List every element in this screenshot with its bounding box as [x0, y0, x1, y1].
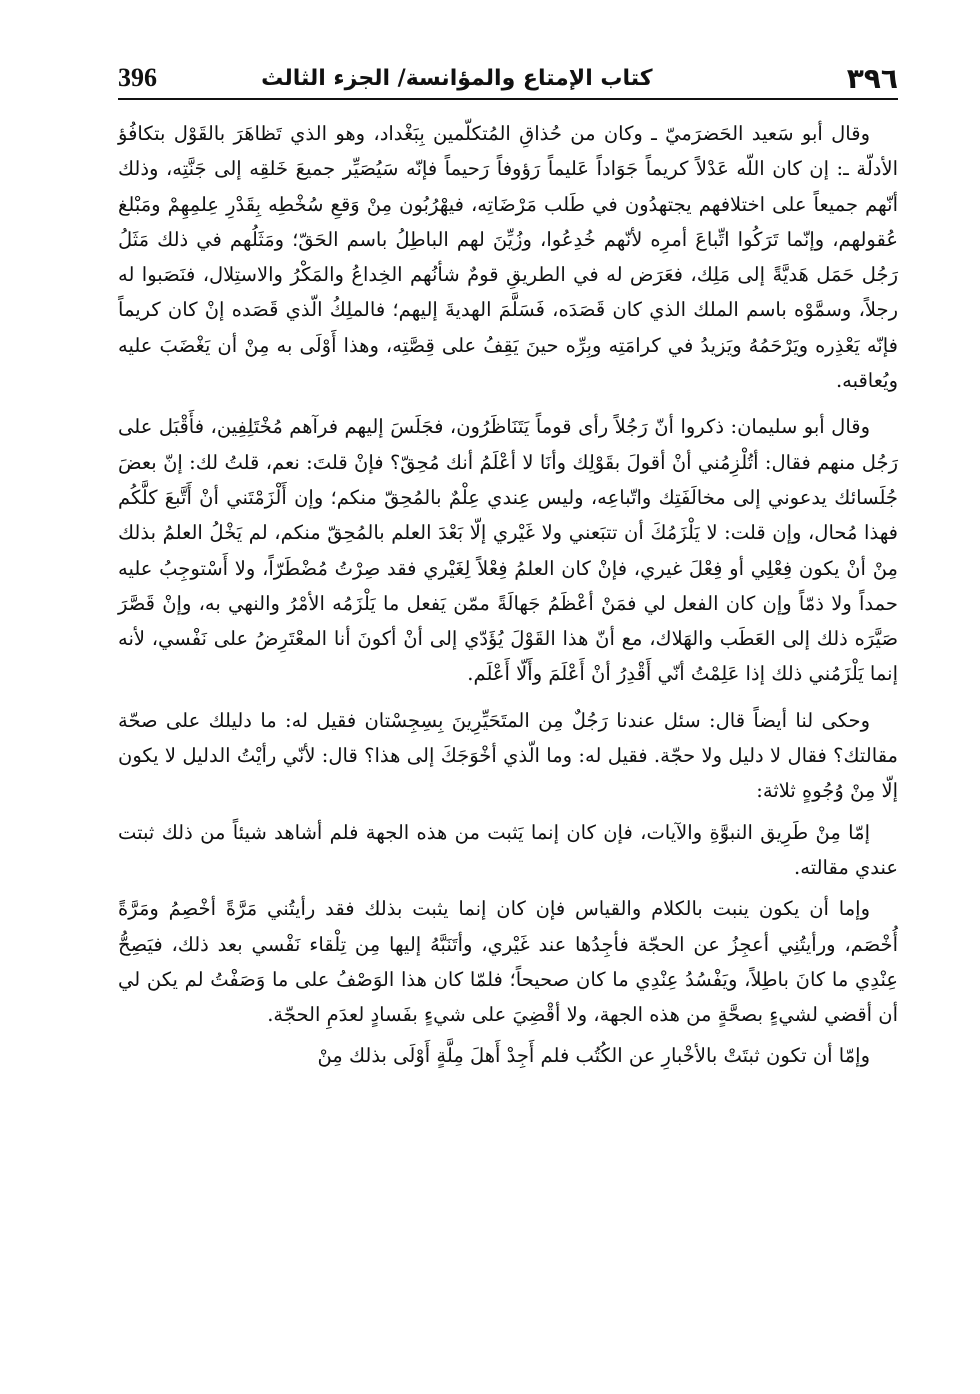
header-rule [118, 98, 898, 100]
page-number-arabic: ٣٩٦ [846, 61, 898, 95]
paragraph: وحكى لنا أيضاً قال: سئل عندنا رَجُلٌ مِن المتَحَيِّرِينَ بِسِجِسْتان فقيل له: ما دليلك على صحّة مقالتك؟ فقال لا دليل ولا حجّة. فقيل له: وما الّذي أخْوَجَكَ إلى هذا؟ قال: لأنّي رأيْتُ الدليل لا يكون إلّا مِنْ وُجُوهٍ ثلاثة: [118, 708, 898, 803]
paragraph: وقال أبو سليمان: ذكروا أنّ رَجُلاً رأى قوماً يَتَنَاظَرُون، فجَلَسَ إليهم فرآهم مُخْتَلِفِين، فأَقْبَل على رَجُل منهم فقال: أتُلْزِمُني أنْ أقولَ بقَوْلِك وأنَا لا أعْلَمُ أنك مُحِقّ؟ فإنْ قلتَ: نعم، قلتُ لك: إنّ بعضَ جُلَسائك يدعوني إلى مخالَفَتِك واتّباعِه، وليس عِندي عِلْمٌ بالمُحِقّ منكم؛ وإن أَلْزَمْتَني أنْ أَتَّبعَ كلَّكُم فهذا مُحال، وإن قلت: لا يَلْزَمُكَ أن تتبَعني ولا غَيْري إلّا بَعْدَ العلم بالمُحِقّ منكم، لم يَخْلُ العلمُ بذلك مِنْ أنْ يكون فِعْلِي أو فِعْلَ غيري، فإنْ كان العلمُ فِعْلاً لِغَيْري فقد صِرْتُ مُضْطَرّاً، ولا أَسْتوجِبُ عليه حمداً ولا ذمّاً وإن كان الفعل لي فمَنْ أعْظَمُ جَهالَةً ممّن يَفعل ما يَلْزَمُه الأمْرُ والنهي به، وإنْ قَصَّرَ صَيَّرَه ذلك إلى العَطَب والهَلاك، مع أنّ هذا القَوْلَ يُؤَدّي إلى أنْ أكونَ أنا المعْتَرِضُ على نَفْسي، لأنه إنما يَلْزَمُني ذلك إذا عَلِمْتُ أنّي أَقْدِرُ أنْ أَعْلَمَ وأَلّا أَعْلَم. [118, 415, 898, 686]
paragraph: إمّا مِنْ طَرِيق النبوَّةِ والآيات، فإن كان إنما يَثبت من هذه الجهة فلم أشاهد شيئاً من ذلك ثبتت عندي مقالته. [118, 820, 898, 879]
body-text [118, 116, 898, 1085]
page-header [118, 58, 898, 98]
paragraph: وإمّا أن تكون ثبتَتْ بالأخْبارِ عن الكُتُب فلم أَجِدْ أَهلَ مِلَّةٍ أَوْلَى بذلك مِنْ [317, 1044, 870, 1068]
paragraph: وقال أبو سَعيد الحَضرَميّ ـ وكان من حُذاقِ المُتكلّمين بِبَغْداد، وهو الذي تَظاهَرَ بالقَوْل بتكافُؤ الأدلّة ـ: إن كان اللّه عَدْلاً كريماً جَوَاداً عَليماً رَؤوفاً رَحيماً فإنّه سَيُصَيِّر جميعَ خَلقِه إلى جَنَّتِه، وذلك أنّهم جميعاً على اختلافهم يجتهدُون في طَلب مَرْضَاتِه، فيهْرُبُون مِنْ وَقعِ سُخْطِه بِقَدْرِ عِلمِهِمْ ومَبْلغ عُقولهم، وإنّما تَرَكُوا اتِّباعَ أمرِه لأنّهم خُدِعُوا، وزُيِّنَ لهم الباطِلُ باسم الحَقّ؛ ومَثَلُهم في ذلك مَثَلُ رَجُل حَمَل هَديَّةً إلى مَلِك، فعَرَض له في الطريقِ قومٌ شأنُهم الخِداعُ والمَكْرُ والاستِلال، فنَصَبوا له رجلاً، وسمَّوْه باسم الملك الذي كان قَصَدَه، فَسَلَّمَ الهديةَ إليهم؛ فالملِكُ الّذي قَصَده إنْ كان كريماً فإنّه يَعْذِره ويَرْحَمُهُ ويَزيدُ في كرامَتِه وبِرِّه حينَ يَقِفُ على قِصَّتِه، وهذا أَوْلَى به مِنْ أن يَغْضَبَ عليه ويُعاقبه. [118, 122, 898, 393]
page-number-latin: 396 [118, 63, 157, 92]
paragraph: وإما أن يكون ينبت بالكلام والقياس فإن كان إنما يثبت بذلك فقد رأيتُني مَرَّةً أخْصِمُ ومَرَّةً أُخْصَم، ورأيتُنِي أعجِزُ عن الحجّة فأجِدُها عند غَيْري، وأتَنَبَّهُ إليها مِن تِلْقاء نَفْسي بعد ذلك، فيَصِحُّ عِنْدِي ما كانَ باطِلاً، ويَفْسُدُ عِنْدِي ما كان صحيحاً؛ فلمّا كان هذا الوَصْفُ على ما وَصَفْتُ لم يكن لي أن أقضي لشيءٍ بصحَّةٍ من هذه الجهة، ولا أقْضِيَ على شيءٍ بفَسادٍ لعدَمِ الحجّة. [118, 897, 898, 1027]
running-title: كتاب الإمتاع والمؤانسة/ الجزء الثالث [261, 65, 653, 91]
